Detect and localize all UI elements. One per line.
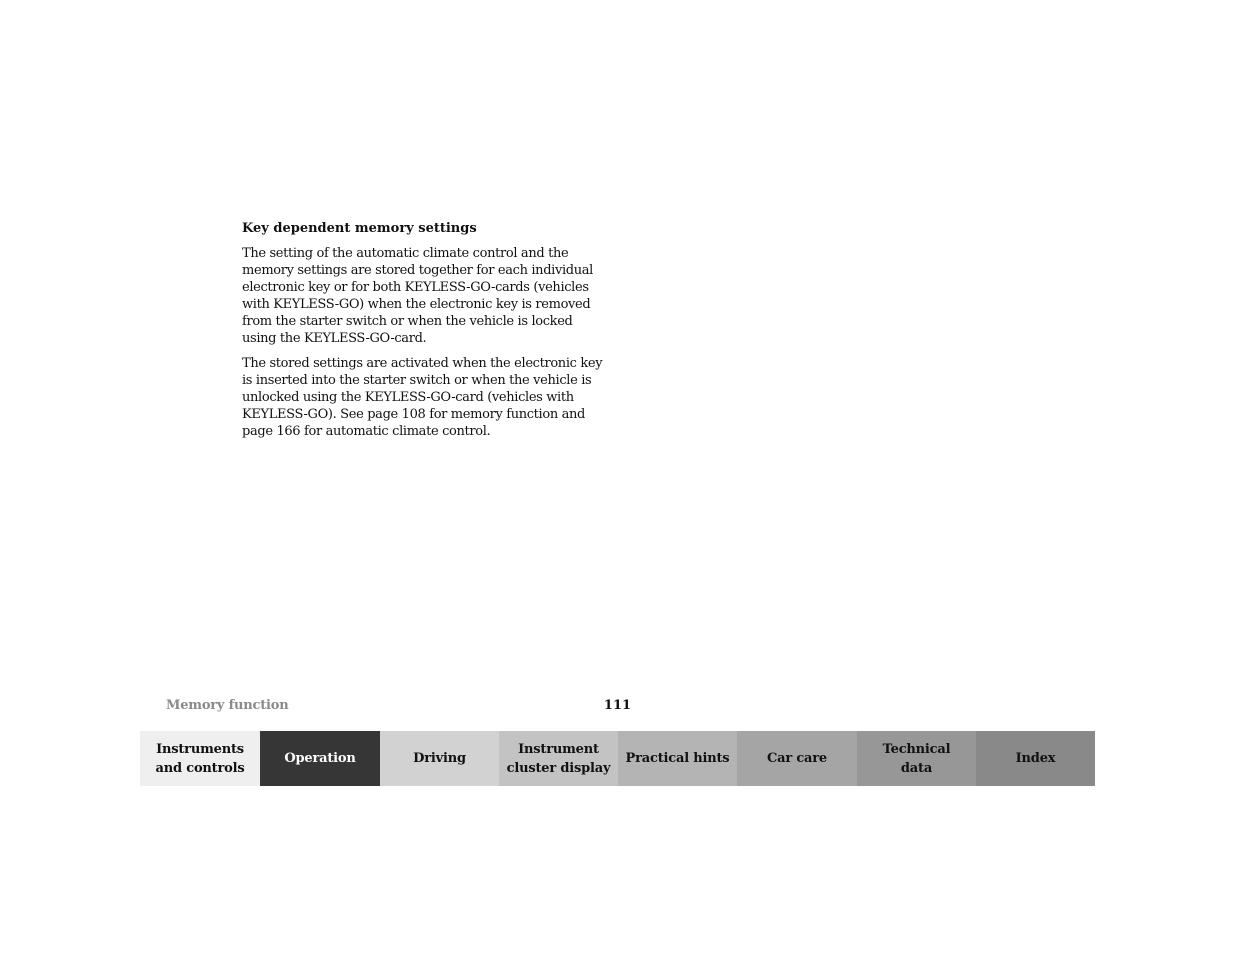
tab-operation[interactable]: Operation [260,731,380,786]
page-content [242,220,604,448]
chapter-navigation-bar [140,731,1095,786]
tab-car-care[interactable]: Car care [737,731,857,786]
tab-practical-hints[interactable]: Practical hints [618,731,737,786]
paragraph-activation: The stored settings are activated when the electronic key is inserted into the starter switch or when the vehicle is unlocked using the KEYLESS-GO-card (vehicles with KEYLESS-GO). See page 108 for memory function and page 166 for automatic climate control. [242,356,603,439]
tab-instruments-and-controls[interactable]: Instruments and controls [140,731,260,786]
section-heading: Key dependent memory settings [242,221,477,236]
tab-technical-data[interactable]: Technical data [857,731,976,786]
tab-index[interactable]: Index [976,731,1095,786]
paragraph-storage: The setting of the automatic climate control and the memory settings are stored together for each individual electronic key or for both KEYLESS-GO-cards (vehicles with KEYLESS-GO) when the electronic key is removed from the starter switch or when the vehicle is locked using the KEYLESS-GO-card. [242,246,593,346]
tab-driving[interactable]: Driving [380,731,499,786]
tab-instrument-cluster-display[interactable]: Instrument cluster display [499,731,618,786]
running-section-title: Memory function [166,698,289,713]
page-number: 111 [603,698,632,713]
